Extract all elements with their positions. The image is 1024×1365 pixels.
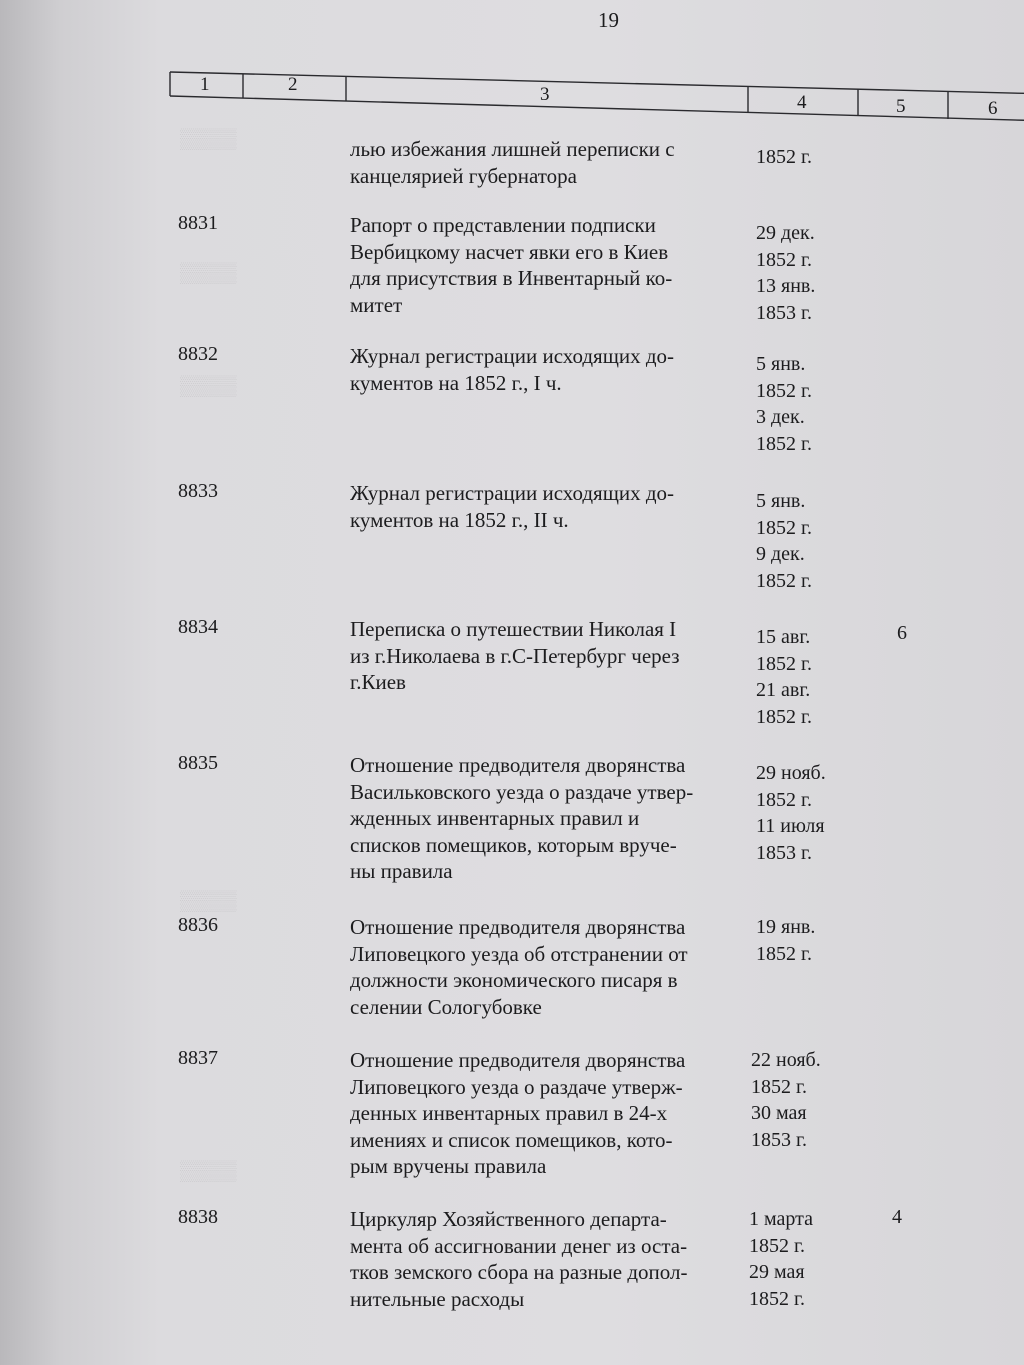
header-col-5: 5 [896, 96, 906, 117]
date-line: 1852 г. [756, 705, 812, 728]
date-line: 1852 г. [756, 516, 812, 539]
header-col-2: 2 [288, 74, 298, 95]
description-line: имениях и список помещиков, кото- [350, 1127, 673, 1152]
description-line: мента об ассигновании денег из оста- [350, 1233, 688, 1258]
date-line: 1852 г. [756, 652, 812, 675]
description-line: Циркуляр Хозяйственного департа- [350, 1207, 667, 1231]
entry-description [350, 616, 735, 696]
description-line: кументов на 1852 г., I ч. [350, 370, 562, 395]
description-line: Липовецкого уезда об отстранении от [350, 941, 688, 966]
entry-description [350, 136, 735, 189]
entry-description [350, 752, 735, 885]
date-line: 29 нояб. [756, 762, 826, 784]
description-line: кументов на 1852 г., II ч. [350, 507, 569, 532]
header-col-4: 4 [797, 92, 807, 113]
date-line: 5 янв. [756, 490, 806, 512]
description-line: нительные расходы [350, 1286, 525, 1311]
date-line: 1852 г. [756, 146, 812, 168]
header-col-3: 3 [540, 84, 550, 105]
bleed-through: ▒▒▒▒ [180, 890, 237, 912]
date-line: 1852 г. [749, 1234, 805, 1257]
date-line: 1852 г. [756, 248, 812, 271]
entry-sheets: 4 [892, 1206, 902, 1228]
entry-dates [756, 220, 815, 326]
description-line: канцелярией губернатора [350, 163, 577, 188]
entry-number: 8834 [178, 616, 218, 638]
page-number: 19 [598, 8, 619, 32]
entry-number: 8833 [178, 480, 218, 502]
description-line: жденных инвентарных правил и [350, 806, 640, 830]
entry-dates [756, 488, 812, 594]
description-line: Отношение предводителя дворянства [350, 1048, 686, 1072]
date-line: 19 янв. [756, 916, 816, 938]
date-line: 1852 г. [756, 788, 812, 811]
date-line: 21 авг. [756, 679, 811, 701]
description-line: Рапорт о представлении подписки [350, 213, 656, 237]
date-line: 15 авг. [756, 626, 811, 648]
date-line: 9 дек. [756, 543, 805, 565]
entry-number: 8831 [178, 212, 218, 234]
description-line: г.Киев [350, 670, 406, 694]
description-line: Журнал регистрации исходящих до- [350, 481, 675, 505]
description-line: денных инвентарных правил в 24-х [350, 1101, 668, 1125]
description-line: ны правила [350, 859, 453, 883]
description-line: рым вручены правила [350, 1154, 547, 1178]
entry-description [350, 1047, 735, 1180]
entry-dates [749, 1206, 813, 1312]
entry-sheets: 6 [897, 622, 907, 644]
entry-description [350, 480, 735, 533]
description-line: должности экономического писаря в [350, 968, 678, 992]
entry-number: 8837 [178, 1047, 218, 1069]
date-line: 5 янв. [756, 353, 806, 375]
entry-number: 8838 [178, 1206, 218, 1228]
description-line: лью избежания лишней переписки с [350, 137, 675, 161]
entry-number: 8836 [178, 914, 218, 936]
entry-number: 8832 [178, 343, 218, 365]
entry-dates [756, 144, 812, 171]
date-line: 1 марта [749, 1208, 813, 1230]
description-line: Васильковского уезда о раздаче утвер- [350, 779, 694, 804]
description-line: Журнал регистрации исходящих до- [350, 344, 675, 368]
date-line: 1852 г. [756, 432, 812, 455]
description-line: Переписка о путешествии Николая I [350, 617, 677, 641]
bleed-through: ▒▒▒▒ [180, 262, 237, 284]
date-line: 1852 г. [756, 942, 812, 965]
bleed-through: ▒▒▒▒ [180, 128, 237, 150]
date-line: 1852 г. [749, 1287, 805, 1310]
description-line: для присутствия в Инвентарный ко- [350, 266, 673, 290]
entry-dates [756, 760, 826, 866]
entry-dates [756, 914, 815, 967]
entry-dates [751, 1047, 821, 1153]
description-line: селении Сологубовке [350, 994, 542, 1019]
description-line: Вербицкому насчет явки его в Киев [350, 239, 669, 264]
date-line: 29 дек. [756, 222, 815, 244]
date-line: 22 нояб. [751, 1049, 821, 1071]
date-line: 13 янв. [756, 275, 816, 297]
date-line: 1852 г. [756, 569, 812, 592]
date-line: 11 июля [756, 815, 825, 837]
bleed-through: ▒▒▒▒ [180, 375, 237, 397]
description-line: митет [350, 292, 403, 317]
entry-number: 8835 [178, 752, 218, 774]
date-line: 3 дек. [756, 406, 805, 428]
entry-description [350, 343, 735, 396]
entry-description [350, 212, 735, 318]
entry-dates [756, 624, 812, 730]
description-line: списков помещиков, которым вруче- [350, 832, 677, 857]
description-line: Отношение предводителя дворянства [350, 915, 686, 939]
entry-description [350, 1206, 735, 1312]
date-line: 1853 г. [756, 841, 812, 864]
header-col-6: 6 [988, 98, 998, 119]
entry-description [350, 914, 735, 1020]
description-line: Отношение предводителя дворянства [350, 753, 686, 777]
description-line: из г.Николаева в г.С-Петербург через [350, 643, 680, 668]
header-col-1: 1 [200, 74, 210, 95]
date-line: 1852 г. [751, 1075, 807, 1098]
date-line: 1852 г. [756, 379, 812, 402]
date-line: 30 мая [751, 1102, 807, 1124]
description-line: тков земского сбора на разные допол- [350, 1260, 688, 1284]
date-line: 1853 г. [751, 1128, 807, 1151]
entry-dates [756, 351, 812, 457]
description-line: Липовецкого уезда о раздаче утверж- [350, 1074, 683, 1099]
date-line: 1853 г. [756, 301, 812, 324]
date-line: 29 мая [749, 1261, 805, 1283]
bleed-through: ▒▒▒▒ [180, 1160, 237, 1182]
